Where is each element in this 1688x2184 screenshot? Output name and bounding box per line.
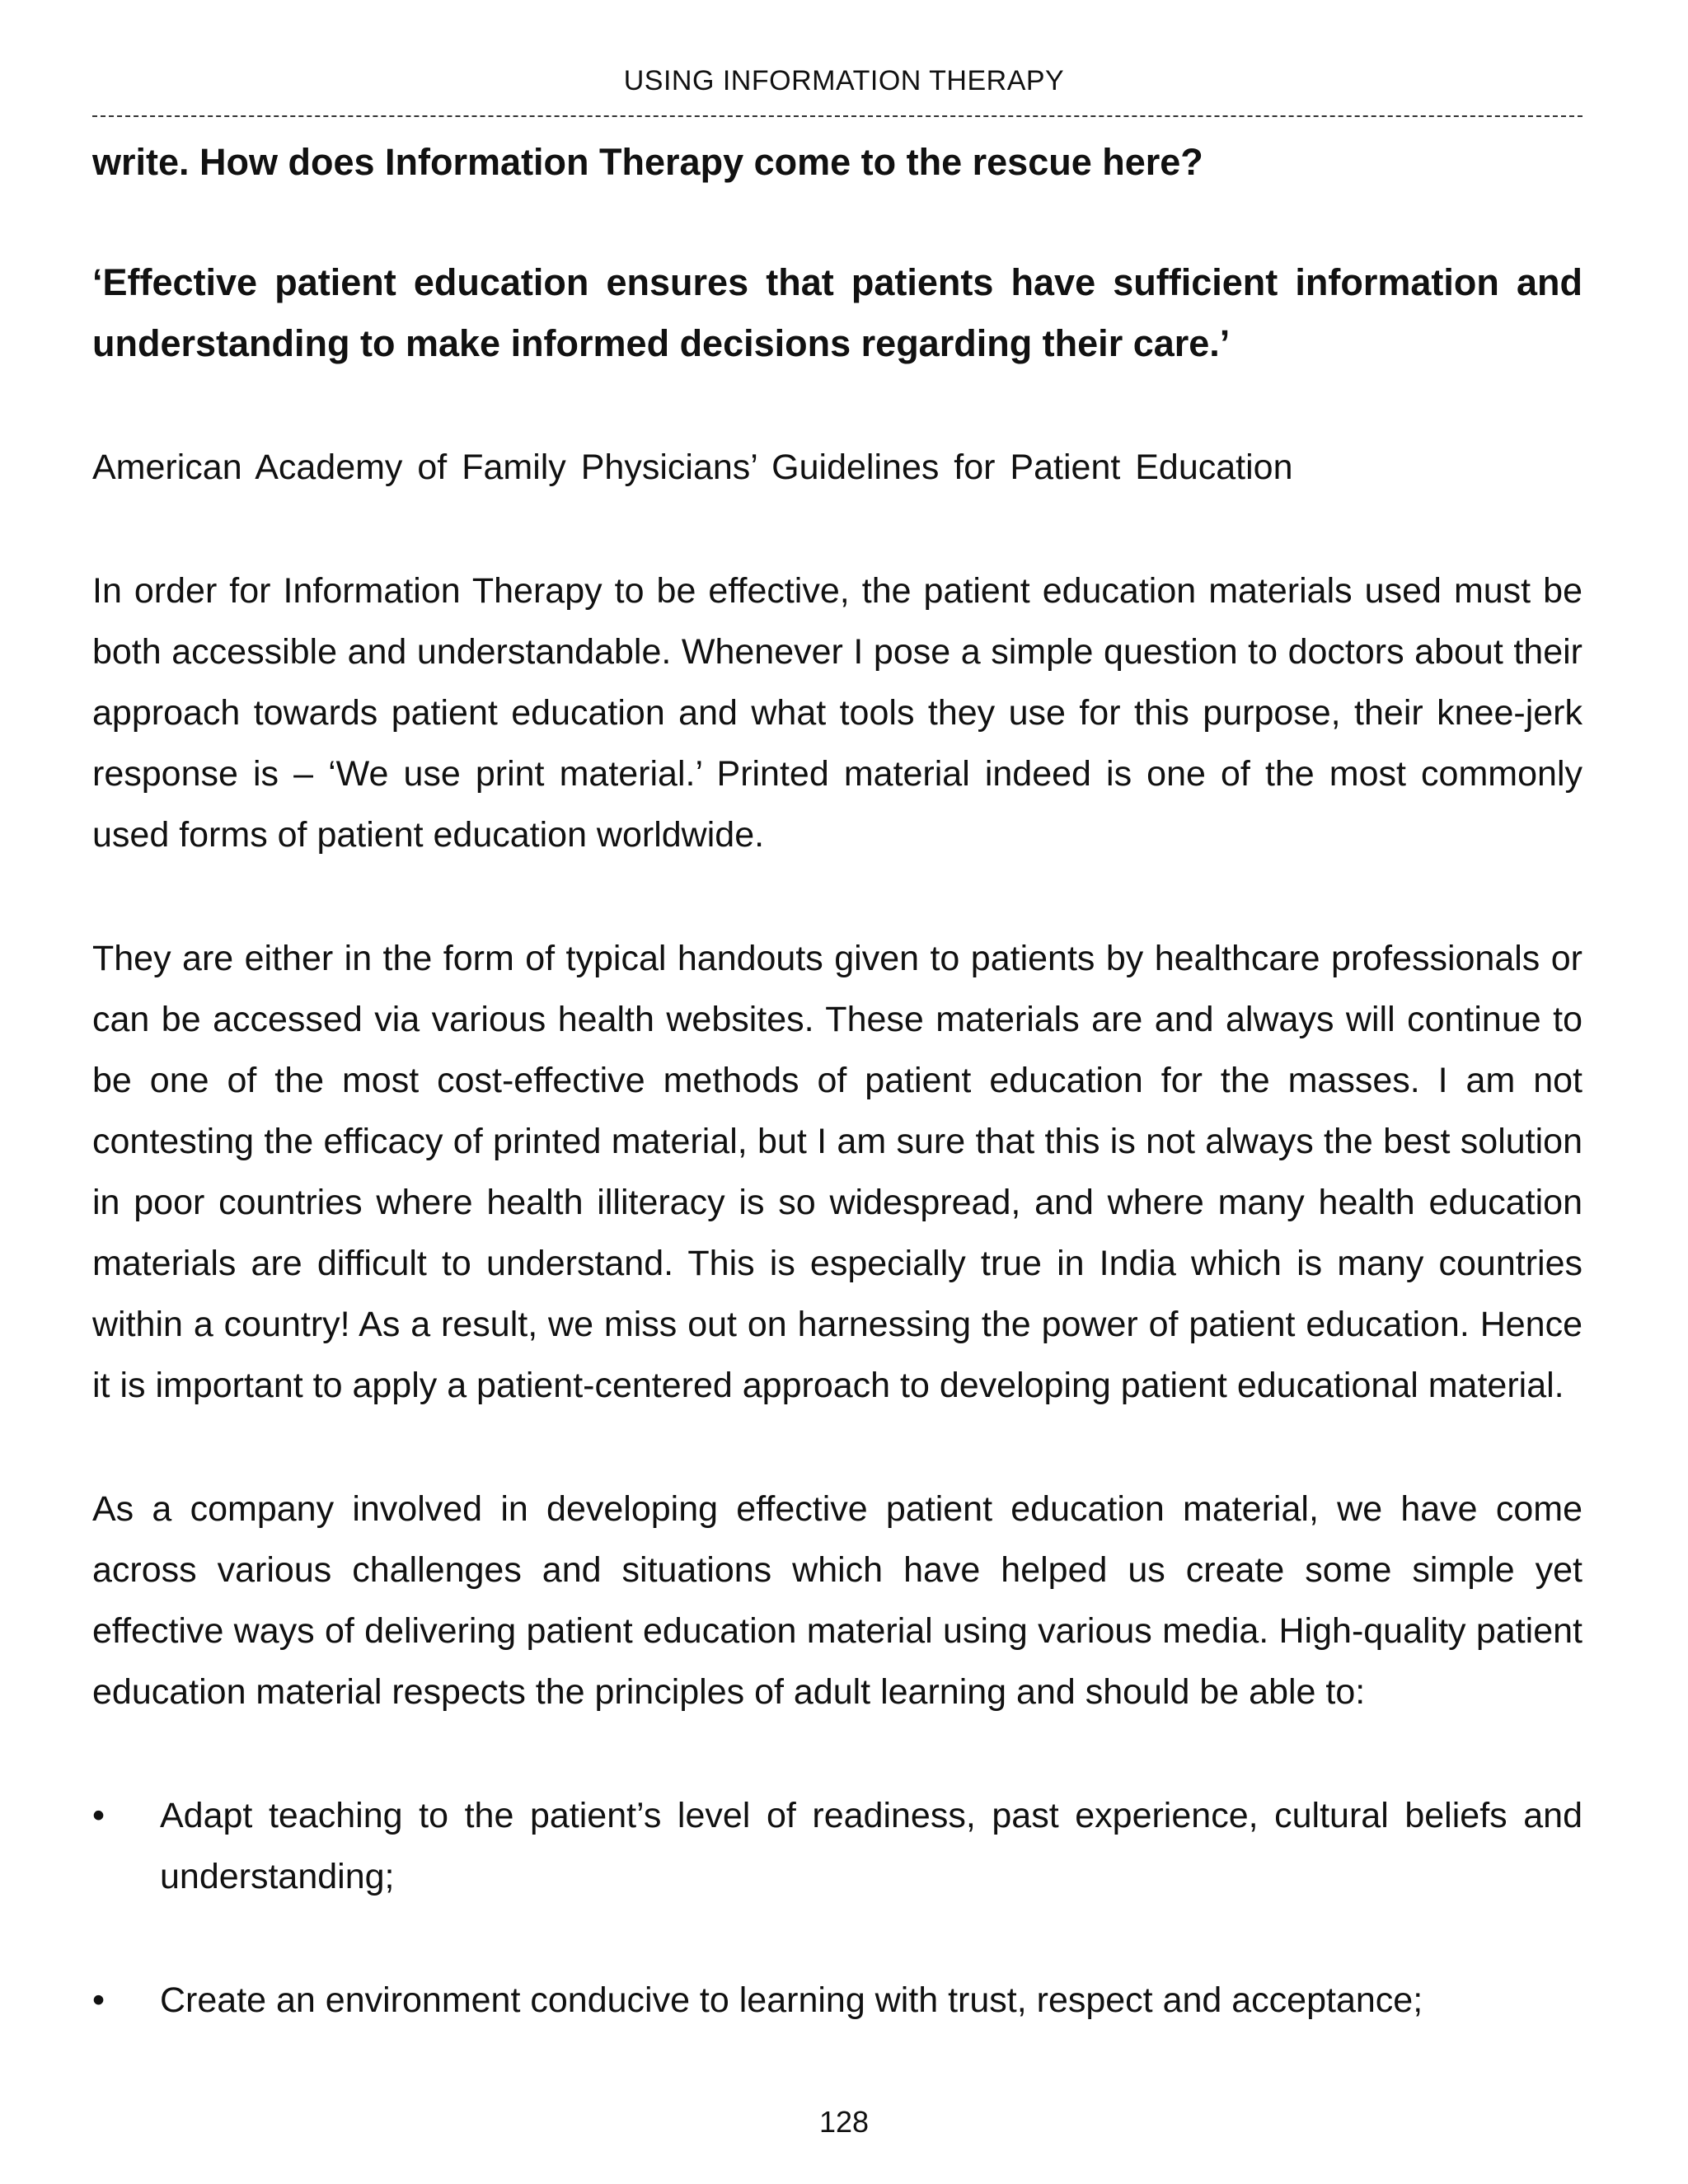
pull-quote: ‘Effective patient education ensures that patients have sufficient information and understanding to make informed decisions regarding their care.’ — [92, 261, 1582, 364]
list-item-text: Create an environment conducive to learning with trust, respect and acceptance; — [160, 1980, 1423, 2020]
list-item — [92, 1785, 1582, 1907]
list-item-text: Adapt teaching to the patient’s level of readiness, past experience, cultural beliefs and understanding; — [160, 1796, 1582, 1896]
page-body — [92, 132, 1582, 2093]
page-number: 128 — [818, 2105, 870, 2139]
quote-attribution: American Academy of Family Physicians’ Guidelines for Patient Education — [92, 448, 1293, 487]
lead-question: write. How does Information Therapy come to the rescue here? — [92, 141, 1203, 183]
principles-list — [92, 1785, 1582, 2031]
running-header: USING INFORMATION THERAPY — [623, 65, 1065, 96]
paragraph-2: They are either in the form of typical handouts given to patients by healthcare professionals or can be accessed via various health websites. These materials are and always will continue to be one of the most cost-effective methods of patient education for the masses. I am not contesting the efficacy of printed material, but I am sure that this is not always the best solution in poor countries where health illiteracy is so widespread, and where many health education materials are difficult to understand. This is especially true in India which is many countries within a country! As a result, we miss out on harnessing the power of patient education. Hence it is important to apply a patient-centered approach to developing patient educational material. — [92, 939, 1582, 1405]
paragraph-3: As a company involved in developing effective patient education material, we have come across various challenges and situations which have helped us create some simple yet effective ways of delivering patient education material using various media. High-quality patient education material respects the principles of adult learning and should be able to: — [92, 1489, 1582, 1712]
bullet-icon: • — [92, 1980, 106, 2020]
bullet-icon: • — [92, 1796, 106, 1835]
header-divider — [92, 115, 1582, 117]
paragraph-1: In order for Information Therapy to be effective, the patient education materials used must be both accessible and understandable. Whenever I pose a simple question to doctors about their approach towards patient education and what tools they use for this purpose, their knee-jerk response is – ‘We use print material.’ Printed material indeed is one of the most commonly used forms of patient education worldwide. — [92, 571, 1582, 855]
list-item — [92, 1970, 1582, 2031]
